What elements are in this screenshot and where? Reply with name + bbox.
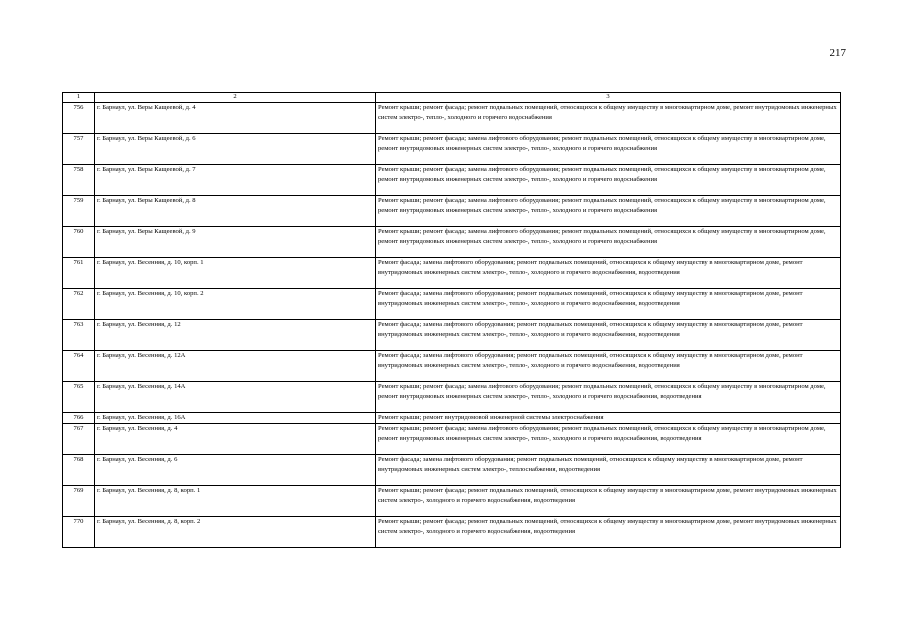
row-number-cell: 764 [63, 351, 95, 382]
address-cell: г. Барнаул, ул. Весенняя, д. 10, корп. 2 [95, 289, 376, 320]
table-row [63, 517, 841, 548]
row-number-cell: 768 [63, 455, 95, 486]
table-row [63, 486, 841, 517]
address-cell: г. Барнаул, ул. Веры Кащеевой, д. 6 [95, 134, 376, 165]
row-number-cell: 762 [63, 289, 95, 320]
row-number-cell: 770 [63, 517, 95, 548]
row-number-cell: 756 [63, 103, 95, 134]
table-row [63, 289, 841, 320]
table-row [63, 382, 841, 413]
table-header-row [63, 93, 841, 103]
works-cell: Ремонт крыши; ремонт фасада; ремонт подвальных помещений, относящихся к общему имуществу в многоквартирном доме, ремонт внутридомовых инженерных систем электро-, тепло-, холодного и горячего водоснабжения [376, 103, 841, 134]
row-number-cell: 766 [63, 413, 95, 424]
works-cell: Ремонт крыши; ремонт фасада; замена лифтового оборудования; ремонт подвальных помещений, относящихся к общему имуществу в многоквартирном доме, ремонт внутридомовых инженерных систем электро-, тепло-, холодного и горячего водоснабжения, водоотведения [376, 382, 841, 413]
table-row [63, 424, 841, 455]
works-cell: Ремонт крыши; ремонт фасада; ремонт подвальных помещений, относящихся к общему имуществу в многоквартирном доме, ремонт внутридомовых инженерных систем электро-, холодного и горячего водоснабжения, водоотведения [376, 517, 841, 548]
row-number-cell: 761 [63, 258, 95, 289]
table-body [63, 103, 841, 548]
works-cell: Ремонт фасада; замена лифтового оборудования; ремонт подвальных помещений, относящихся к общему имуществу в многоквартирном доме, ремонт внутридомовых инженерных систем электро-, тепло-, холодного и горячего водоснабжения, водоотведения [376, 351, 841, 382]
address-cell: г. Барнаул, ул. Весенняя, д. 10, корп. 1 [95, 258, 376, 289]
page-number: 217 [829, 47, 846, 59]
row-number-cell: 760 [63, 227, 95, 258]
table-row [63, 413, 841, 424]
works-cell: Ремонт крыши; ремонт фасада; замена лифтового оборудования; ремонт подвальных помещений, относящихся к общему имуществу в многоквартирном доме, ремонт внутридомовых инженерных систем электро-, тепло-, холодного и горячего водоснабжения [376, 227, 841, 258]
address-cell: г. Барнаул, ул. Весенняя, д. 12А [95, 351, 376, 382]
row-number-cell: 759 [63, 196, 95, 227]
address-cell: г. Барнаул, ул. Веры Кащеевой, д. 8 [95, 196, 376, 227]
address-cell: г. Барнаул, ул. Весенняя, д. 12 [95, 320, 376, 351]
address-cell: г. Барнаул, ул. Весенняя, д. 14А [95, 382, 376, 413]
works-cell: Ремонт крыши; ремонт фасада; замена лифтового оборудования; ремонт подвальных помещений, относящихся к общему имуществу в многоквартирном доме, ремонт внутридомовых инженерных систем электро-, тепло-, холодного и горячего водоснабжения [376, 196, 841, 227]
table-row [63, 320, 841, 351]
works-cell: Ремонт крыши; ремонт фасада; замена лифтового оборудования; ремонт подвальных помещений, относящихся к общему имуществу в многоквартирном доме, ремонт внутридомовых инженерных систем электро-, тепло-, холодного и горячего водоснабжения [376, 134, 841, 165]
works-cell: Ремонт крыши; ремонт фасада; замена лифтового оборудования; ремонт подвальных помещений, относящихся к общему имуществу в многоквартирном доме, ремонт внутридомовых инженерных систем электро-, тепло-, холодного и горячего водоснабжения, водоотведения [376, 424, 841, 455]
row-number-cell: 767 [63, 424, 95, 455]
column-header-number: 1 [63, 93, 95, 103]
works-cell: Ремонт крыши; ремонт фасада; ремонт подвальных помещений, относящихся к общему имуществу в многоквартирном доме, ремонт внутридомовых инженерных систем электро-, холодного и горячего водоснабжения, водоотведения [376, 486, 841, 517]
table-row [63, 103, 841, 134]
address-cell: г. Барнаул, ул. Весенняя, д. 8, корп. 2 [95, 517, 376, 548]
works-cell: Ремонт крыши; ремонт фасада; замена лифтового оборудования; ремонт подвальных помещений, относящихся к общему имуществу в многоквартирном доме, ремонт внутридомовых инженерных систем электро-, тепло-, холодного и горячего водоснабжения [376, 165, 841, 196]
column-header-address: 2 [95, 93, 376, 103]
row-number-cell: 769 [63, 486, 95, 517]
address-cell: г. Барнаул, ул. Веры Кащеевой, д. 4 [95, 103, 376, 134]
address-cell: г. Барнаул, ул. Весенняя, д. 16А [95, 413, 376, 424]
table-row [63, 134, 841, 165]
works-cell: Ремонт фасада; замена лифтового оборудования; ремонт подвальных помещений, относящихся к общему имуществу в многоквартирном доме, ремонт внутридомовых инженерных систем электро-, тепло-, холодного и горячего водоснабжения, водоотведения [376, 320, 841, 351]
address-cell: г. Барнаул, ул. Веры Кащеевой, д. 7 [95, 165, 376, 196]
column-header-works: 3 [376, 93, 841, 103]
works-cell: Ремонт фасада; замена лифтового оборудования; ремонт подвальных помещений, относящихся к общему имуществу в многоквартирном доме, ремонт внутридомовых инженерных систем электро-, теплоснабжения, водоотведения [376, 455, 841, 486]
repair-registry-table [62, 92, 841, 548]
table-row [63, 227, 841, 258]
row-number-cell: 758 [63, 165, 95, 196]
works-cell: Ремонт фасада; замена лифтового оборудования; ремонт подвальных помещений, относящихся к общему имуществу в многоквартирном доме, ремонт внутридомовых инженерных систем электро-, тепло-, холодного и горячего водоснабжения, водоотведения [376, 258, 841, 289]
table-row [63, 258, 841, 289]
table-row [63, 351, 841, 382]
works-cell: Ремонт крыши; ремонт внутридомовой инженерной системы электроснабжения [376, 413, 841, 424]
row-number-cell: 757 [63, 134, 95, 165]
address-cell: г. Барнаул, ул. Весенняя, д. 6 [95, 455, 376, 486]
row-number-cell: 765 [63, 382, 95, 413]
address-cell: г. Барнаул, ул. Весенняя, д. 4 [95, 424, 376, 455]
address-cell: г. Барнаул, ул. Веры Кащеевой, д. 9 [95, 227, 376, 258]
address-cell: г. Барнаул, ул. Весенняя, д. 8, корп. 1 [95, 486, 376, 517]
table-row [63, 196, 841, 227]
works-cell: Ремонт фасада; замена лифтового оборудования; ремонт подвальных помещений, относящихся к общему имуществу в многоквартирном доме, ремонт внутридомовых инженерных систем электро-, тепло-, холодного и горячего водоснабжения, водоотведения [376, 289, 841, 320]
table-row [63, 455, 841, 486]
row-number-cell: 763 [63, 320, 95, 351]
table-row [63, 165, 841, 196]
